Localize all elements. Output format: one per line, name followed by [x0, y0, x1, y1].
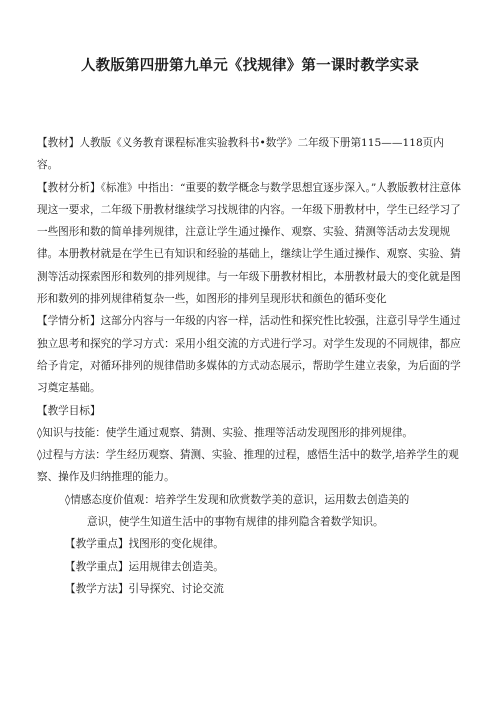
- paragraph-textbook: 【教材】人教版《义务教育课程标准实验教科书•数学》二年级下册第115——118页内容。: [37, 137, 444, 172]
- paragraph-goal-process: ◊过程与方法：学生经历观察、猜测、实验、推理的过程，感悟生活中的数学,培养学生的观察、操作及归纳推理的能力。: [37, 449, 459, 484]
- paragraph-material-analysis: 【教材分析】《标准》中指出：“重要的数学概念与数学思想宜逐步深入。”人教版教材注意体现这一要求，二年级下册教材继续学习找规律的内容。一年级下册教材中，学生已经学习了一些图形和数的简单排列规律，注意让学生通过操作、观察、实验、猜测等活动去发现规律。本册教材就是在学生已有知识和经验的基础上，继续让学生通过操作、观察、实验、猜测等活动探索图形和数列的排列规律。与一年级下册教材相比，本册教材最大的变化就是图形和数列的排列规律稍复杂一些，如图形的排列呈现形状和颜色的循环变化: [37, 181, 461, 306]
- paragraph-goal-attitude-cont: 意识，使学生知道生活中的事物有规律的排列隐含着数学知识。: [87, 516, 384, 529]
- document-body: [37, 132, 461, 600]
- paragraph-key-point-1: 【教学重点】找图形的变化规律。: [65, 538, 224, 551]
- paragraph-key-point-2: 【教学重点】运用规律去创造美。: [65, 560, 224, 573]
- paragraph-teaching-goals-heading: 【教学目标】: [37, 404, 101, 417]
- paragraph-goal-knowledge: ◊知识与技能：使学生通过观察、猜测、实验、推理等活动发现图形的排列规律。: [37, 426, 414, 439]
- paragraph-learner-analysis: 【学情分析】这部分内容与一年级的内容一样，活动性和探究性比较强，注意引导学生通过独立思考和探究的学习方式：采用小组交流的方式进行学习。对学生发现的不同规律，都应给予肯定，对循环排列的规律借助多媒体的方式动态展示，帮助学生建立表象，为后面的学习奠定基础。: [37, 315, 461, 395]
- document-title: 人教版第四册第九单元《找规律》第一课时教学实录: [80, 58, 420, 74]
- paragraph-goal-attitude: ◊情感态度价值观：培养学生发现和欣赏数学美的意识，运用数去创造美的: [65, 493, 410, 506]
- paragraph-teaching-method: 【教学方法】引导探究、讨论交流: [65, 582, 224, 595]
